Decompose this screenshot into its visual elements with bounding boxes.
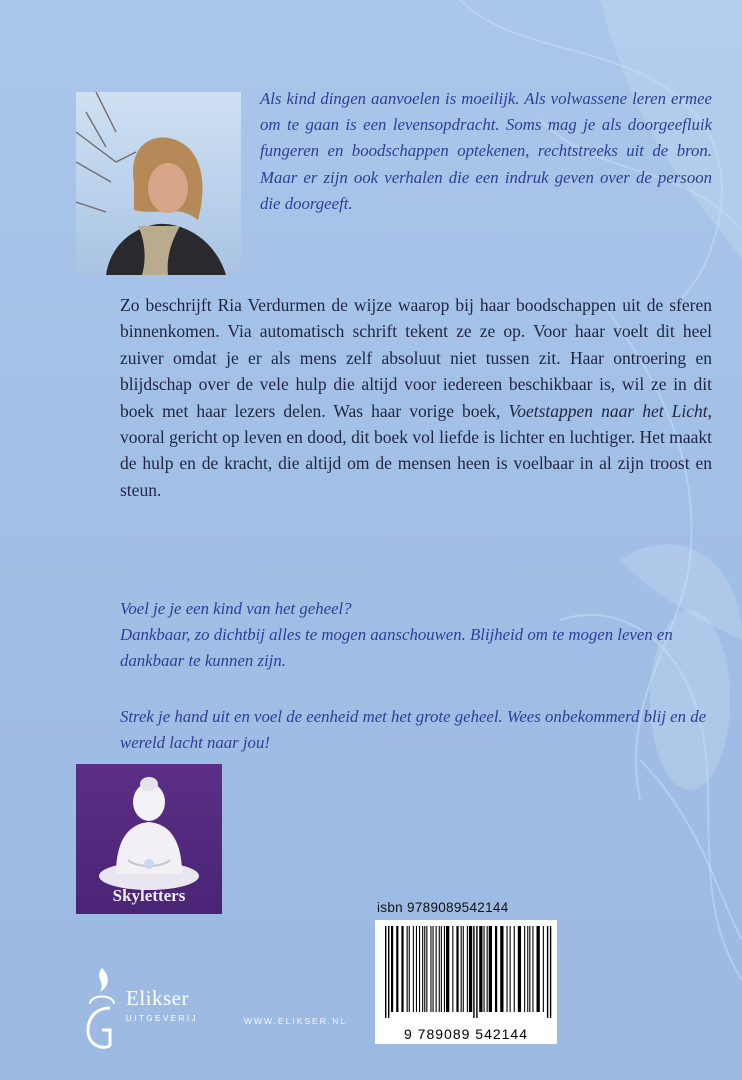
barcode-bar xyxy=(537,926,540,1012)
barcode-bar xyxy=(441,926,442,1012)
isbn-label: isbn 9789089542144 xyxy=(377,900,509,915)
skyletters-logo xyxy=(76,764,222,914)
quote-1-line-1: Voel je je een kind van het geheel? xyxy=(120,599,352,618)
barcode-bar xyxy=(439,926,440,1012)
barcode-bar xyxy=(416,926,417,1012)
barcode-bar xyxy=(391,926,393,1012)
barcode-bar xyxy=(446,926,449,1012)
barcode-bar xyxy=(396,926,398,1012)
publisher-website: WWW.ELIKSER.NL xyxy=(244,1016,348,1026)
barcode-bar xyxy=(422,926,423,1012)
barcode-bar xyxy=(426,926,427,1012)
barcode-bar xyxy=(510,926,511,1012)
barcode-bar xyxy=(419,926,420,1012)
barcode-bar xyxy=(463,926,464,1012)
barcode-bar xyxy=(518,926,521,1012)
quote-1-line-2: Dankbaar, zo dichtbij alles te mogen aanschouwen. Blijheid om te mogen leven en dankbaar te kunnen zijn. xyxy=(120,625,673,670)
barcode-bar xyxy=(527,926,528,1012)
barcode-bar xyxy=(507,926,508,1012)
quote-1 xyxy=(120,596,712,674)
barcode-bar xyxy=(456,926,458,1012)
book-title: Voetstappen naar het Licht xyxy=(508,400,708,421)
author-photo xyxy=(76,92,241,275)
barcode-bar xyxy=(433,926,434,1012)
body-part-2: , vooral gericht op leven en dood, dit boek vol liefde is lichter en luchtiger. Het maakt de hulp en de kracht, die altijd om de mensen heen is voelbaar in al zijn troost en steun. xyxy=(120,400,712,500)
barcode-bar xyxy=(532,926,533,1012)
barcode xyxy=(375,920,557,1044)
publisher-subtitle: UITGEVERIJ xyxy=(126,1014,199,1023)
barcode-bar xyxy=(487,926,488,1012)
publisher-logo xyxy=(80,964,240,1054)
barcode-bar xyxy=(543,926,544,1012)
body-text xyxy=(120,292,712,503)
barcode-digits: 9 789089 542144 xyxy=(404,1026,528,1042)
barcode-bar xyxy=(461,926,462,1012)
barcode-bar xyxy=(444,926,445,1012)
publisher-name: Elikser xyxy=(126,986,189,1010)
barcode-bar xyxy=(495,926,497,1012)
barcode-bar xyxy=(388,926,389,1018)
barcode-bar xyxy=(529,926,530,1012)
barcode-bar xyxy=(500,926,503,1012)
barcode-bar xyxy=(436,926,437,1012)
barcode-bar xyxy=(430,926,431,1012)
barcode-bar xyxy=(489,926,492,1012)
barcode-bar xyxy=(409,926,410,1012)
barcode-bars xyxy=(375,920,557,1020)
barcode-bar xyxy=(550,926,551,1018)
barcode-bar xyxy=(547,926,548,1018)
intro-text: Als kind dingen aanvoelen is moeilijk. Als volwassene leren ermee om te gaan is een levensopdracht. Soms mag je als doorgeefluik fungeren en boodschappen optekenen, rechtstreeks uit de bron. Maar er zijn ook verhalen die een indruk geven over de persoon die doorgeeft. xyxy=(260,89,712,213)
elikser-flame-icon xyxy=(80,964,124,1054)
barcode-bar xyxy=(484,926,485,1012)
skyletters-label: Skyletters xyxy=(112,886,186,905)
barcode-bar xyxy=(424,926,425,1012)
barcode-bar xyxy=(401,926,403,1012)
barcode-bar xyxy=(385,926,386,1018)
barcode-bar xyxy=(467,926,468,1012)
body-part-1: Zo beschrijft Ria Verdurmen de wijze waarop bij haar boodschappen uit de sferen binnenkomen. Via automatisch schrift tekent ze ze op. Voor haar voelt dit heel zuiver omdat je er als mens zelf absoluut niet tussen zit. Haar ontroering en blijdschap over de vele hulp die altijd voor iedereen beschikbaar is, wil ze in dit boek met haar lezers delen. Was haar vorige boek, xyxy=(120,295,712,421)
barcode-bar xyxy=(479,926,482,1012)
barcode-bar xyxy=(413,926,414,1012)
barcode-bar xyxy=(476,926,477,1018)
barcode-bar xyxy=(469,926,472,1012)
barcode-bar xyxy=(524,926,525,1012)
quote-2: Strek je hand uit en voel de eenheid met het grote geheel. Wees onbekommerd blij en de wereld lacht naar jou! xyxy=(120,707,707,752)
barcode-bar xyxy=(514,926,515,1012)
barcode-bar xyxy=(452,926,453,1012)
barcode-bar xyxy=(473,926,474,1018)
barcode-bar xyxy=(407,926,408,1012)
